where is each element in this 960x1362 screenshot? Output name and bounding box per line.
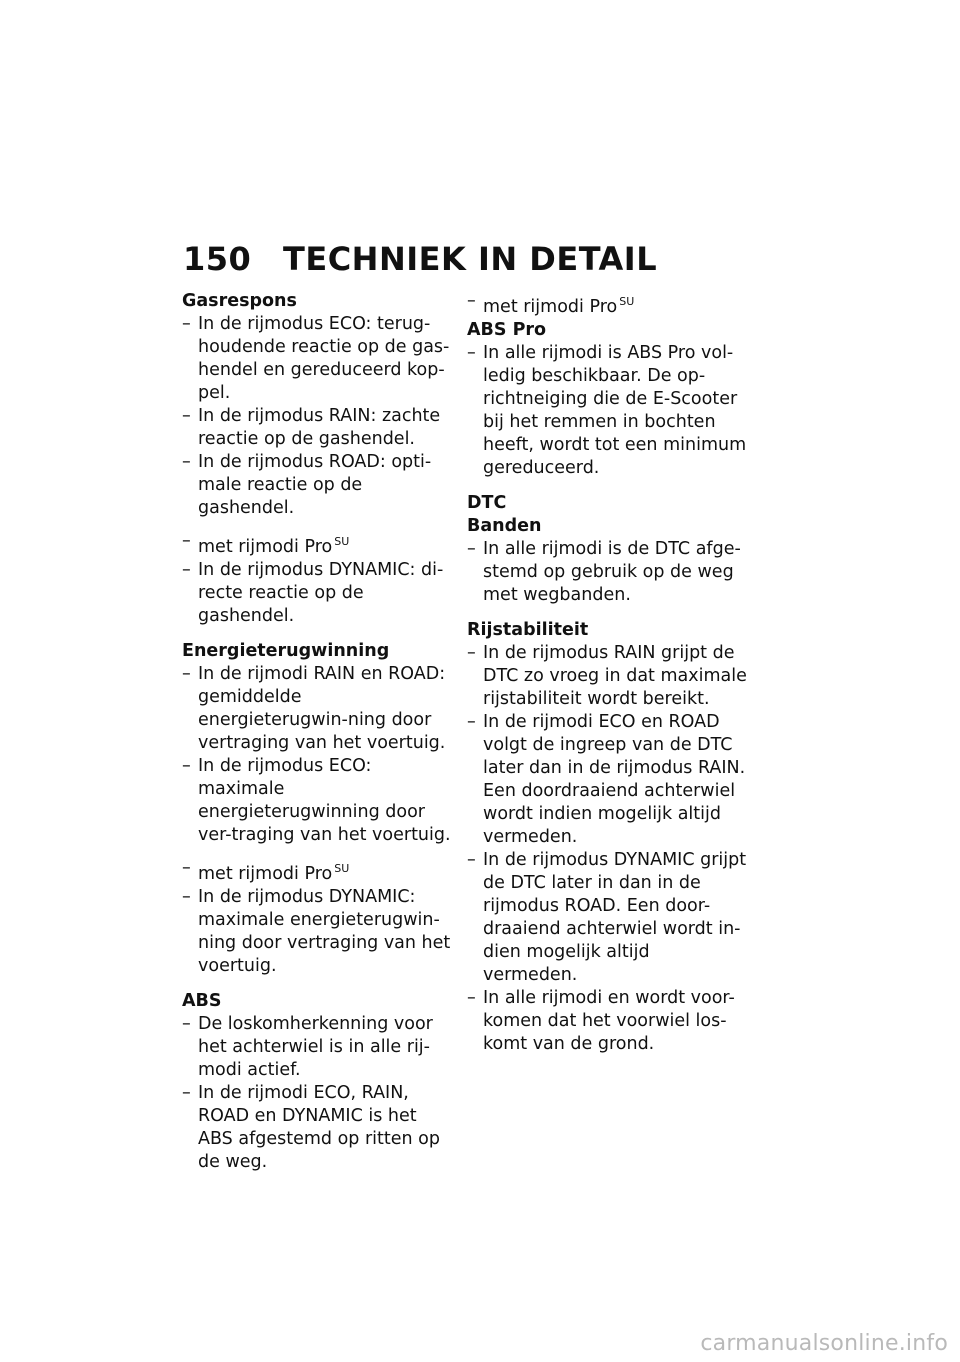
section-heading-rijstabiliteit: Rijstabiliteit xyxy=(467,620,589,640)
section-heading-dtc: DTC xyxy=(467,493,507,513)
list-item: – In alle rijmodi is ABS Pro vol-ledig beschikbaar. De op-richtneiging die de E-Scooter bij het remmen in bochten heeft, wordt tot een minimum gereduceerd. xyxy=(467,343,747,478)
dash: – xyxy=(467,712,476,732)
list-item: – In de rijmodi ECO en ROAD volgt de ingreep van de DTC later dan in de rijmodus RAIN. Een doordraaiend achterwiel wordt indien mogelijk altijd vermeden. xyxy=(467,712,746,847)
dash: – xyxy=(182,406,191,426)
section-heading-abs: ABS xyxy=(182,991,222,1011)
list-item: – In de rijmodus DYNAMIC grijpt de DTC later in dan in de rijmodus ROAD. Een door-draaiend achterwiel wordt in-dien mogelijk altijd vermeden. xyxy=(467,850,747,985)
page-title: TECHNIEK IN DETAIL xyxy=(283,240,658,278)
dash: – xyxy=(467,643,476,663)
list-item: – In de rijmodus DYNAMIC: maximale energieterugwin-ning door vertraging van het voertuig. xyxy=(182,887,451,976)
section-heading-energieterugwinning: Energieterugwinning xyxy=(182,641,390,661)
dash: – xyxy=(182,1083,191,1103)
dash: – xyxy=(182,664,191,684)
pro-note: – met rijmodi Pro $^{SU}$ xyxy=(182,858,350,884)
su-superscript: SU xyxy=(334,862,350,875)
list-item: – In de rijmodi RAIN en ROAD: gemiddelde energieterugwin-ning door vertraging van het voertuig. xyxy=(182,664,446,753)
su-superscript: SU xyxy=(619,295,635,308)
list-item: – In de rijmodus RAIN: zachte reactie op de gashendel. xyxy=(182,406,441,449)
dash: – xyxy=(182,560,191,580)
list-item: – In de rijmodus ECO: terug-houdende reactie op de gas-hendel en gereduceerd kop-pel. xyxy=(182,314,450,403)
list-item: – In alle rijmodi is de DTC afge-stemd op gebruik op de weg met wegbanden. xyxy=(467,539,741,605)
dash: – xyxy=(467,343,476,363)
dash: – xyxy=(467,291,476,311)
list-item: – In de rijmodus DYNAMIC: di-recte reactie op de gashendel. xyxy=(182,560,444,626)
dash: – xyxy=(182,452,191,472)
dash: – xyxy=(182,756,191,776)
list-item: – In alle rijmodi en wordt voor-komen dat het voorwiel los-komt van de grond. xyxy=(467,988,735,1054)
pro-note: – met rijmodi Pro $^{SU}$ xyxy=(182,531,350,557)
section-heading-banden: Banden xyxy=(467,516,542,536)
dash: – xyxy=(467,988,476,1008)
page-header xyxy=(183,240,657,278)
list-item: – In de rijmodus RAIN grijpt de DTC zo vroeg in dat maximale rijstabiliteit wordt bereikt. xyxy=(467,643,747,709)
list-item: – In de rijmodi ECO, RAIN, ROAD en DYNAMIC is het ABS afgestemd op ritten op de weg. xyxy=(182,1083,440,1172)
dash: – xyxy=(182,887,191,907)
dash: – xyxy=(182,858,191,878)
su-superscript: SU xyxy=(334,535,350,548)
list-item: – In de rijmodus ECO: maximale energieterugwinning door ver-traging van het voertuig. xyxy=(182,756,451,845)
left-column xyxy=(182,290,454,1174)
dash: – xyxy=(182,314,191,334)
list-item: – In de rijmodus ROAD: opti-male reactie op de gashendel. xyxy=(182,452,432,518)
pro-note: – met rijmodi Pro $^{SU}$ xyxy=(467,291,635,317)
dash: – xyxy=(182,1014,191,1034)
section-heading-gasrespons: Gasrespons xyxy=(182,291,297,311)
right-column xyxy=(467,290,747,1056)
page-number: 150 xyxy=(183,240,252,278)
list-item: – De loskomherkenning voor het achterwiel is in alle rij-modi actief. xyxy=(182,1014,433,1080)
watermark: carmanualsonline.info xyxy=(700,1331,948,1356)
dash: – xyxy=(182,531,191,551)
section-heading-abs-pro: ABS Pro xyxy=(467,320,547,340)
dash: – xyxy=(467,539,476,559)
dash: – xyxy=(467,850,476,870)
